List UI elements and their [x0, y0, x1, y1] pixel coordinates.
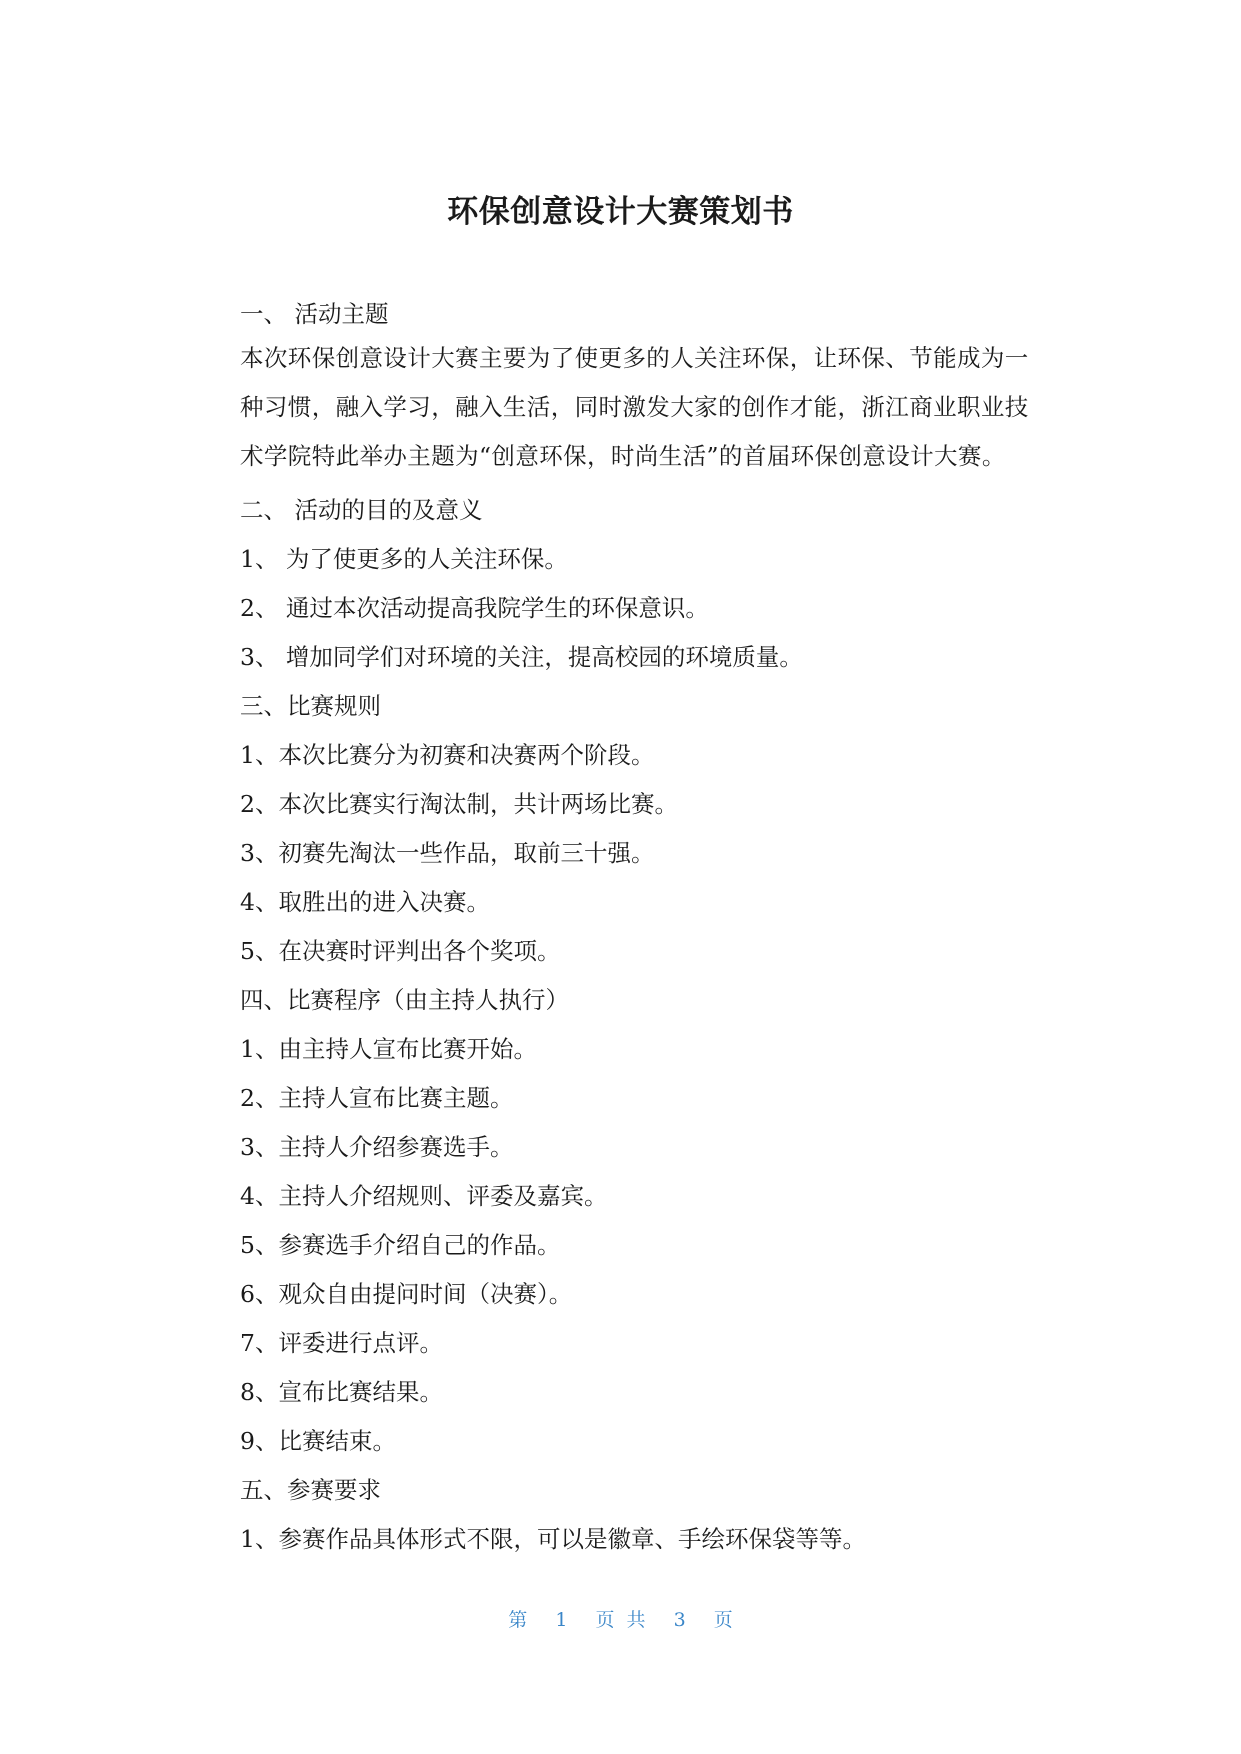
list-item: 1、本次比赛分为初赛和决赛两个阶段。	[240, 741, 655, 769]
section-heading-3: 三、比赛规则	[240, 692, 381, 720]
list-item: 6、观众自由提问时间（决赛）。	[240, 1280, 573, 1308]
document-title: 环保创意设计大赛策划书	[447, 194, 794, 230]
list-item: 1、由主持人宣布比赛开始。	[240, 1035, 537, 1063]
section-heading-1: 一、 活动主题	[240, 300, 389, 328]
list-item: 3、主持人介绍参赛选手。	[240, 1133, 514, 1161]
page-footer	[0, 1607, 1241, 1633]
list-item: 8、宣布比赛结果。	[240, 1378, 443, 1406]
footer-end-label: 页	[713, 1609, 733, 1631]
list-item: 2、主持人宣布比赛主题。	[240, 1084, 514, 1112]
footer-page-label: 第	[508, 1609, 528, 1631]
list-item: 1、参赛作品具体形式不限，可以是徽章、手绘环保袋等等。	[240, 1525, 866, 1553]
section-heading-4: 四、比赛程序（由主持人执行）	[240, 986, 569, 1014]
list-item: 3、初赛先淘汰一些作品，取前三十强。	[240, 839, 655, 867]
list-item: 3、 增加同学们对环境的关注，提高校园的环境质量。	[240, 643, 803, 671]
footer-current-page: 1	[555, 1609, 568, 1631]
section1-paragraph	[190, 334, 1050, 481]
footer-of-label: 页 共	[595, 1609, 646, 1631]
list-item: 5、参赛选手介绍自己的作品。	[240, 1231, 561, 1259]
list-item: 7、评委进行点评。	[240, 1329, 443, 1357]
section-heading-2: 二、 活动的目的及意义	[240, 496, 483, 524]
list-item: 2、本次比赛实行淘汰制，共计两场比赛。	[240, 790, 678, 818]
section-heading-5: 五、参赛要求	[240, 1476, 381, 1504]
list-item: 4、主持人介绍规则、评委及嘉宾。	[240, 1182, 608, 1210]
paragraph-text: 本次环保创意设计大赛主要为了使更多的人关注环保，让环保、节能成为一种习惯，融入学习，融入生活，同时激发大家的创作才能，浙江商业职业技术学院特此举办主题为“创意环保，时尚生活”的首届环保创意设计大赛。	[240, 344, 1029, 470]
list-item: 1、 为了使更多的人关注环保。	[240, 545, 568, 573]
list-item: 2、 通过本次活动提高我院学生的环保意识。	[240, 594, 709, 622]
list-item: 9、比赛结束。	[240, 1427, 396, 1455]
footer-total-pages: 3	[673, 1609, 686, 1631]
list-item: 5、在决赛时评判出各个奖项。	[240, 937, 561, 965]
list-item: 4、取胜出的进入决赛。	[240, 888, 490, 916]
